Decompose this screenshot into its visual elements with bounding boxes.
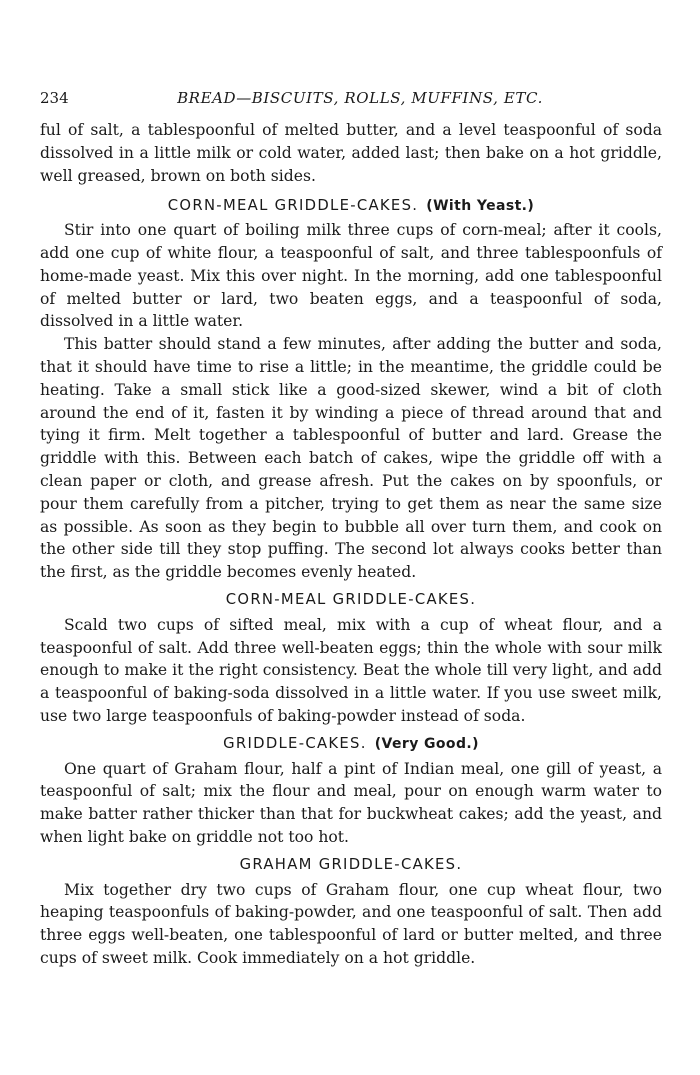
continued-paragraph: ful of salt, a tablespoonful of melted butter, and a level teaspoonful of soda dissolved in a little milk or cold water, added last; then bake on a hot griddle, well greased, brown on both sides. (40, 121, 662, 185)
recipe-paragraph: One quart of Graham flour, half a pint of Indian meal, one gill of yeast, a teaspoonful of salt; mix the flour and meal, pour on enough warm water to make batter rather thicker than that for buckwheat cakes; add the yeast, and when light bake on griddle not too hot. (40, 759, 662, 846)
recipe-heading (40, 195, 662, 218)
recipe-heading (40, 589, 662, 612)
page-body (40, 119, 662, 970)
page-number: 234 (40, 89, 69, 107)
recipe-subtitle: (With Yeast.) (426, 198, 535, 215)
recipe-paragraph: This batter should stand a few minutes, after adding the butter and soda, that it should have time to rise a little; in the meantime, the griddle could be heating. Take a small stick like a good-sized skewer, wind a bit of cloth around the end of it, fasten it by winding a piece of thread around that and tying it firm. Melt together a tablespoonful of butter and lard. Grease the griddle with this. Between each batch of cakes, wipe the griddle off with a clean paper or cloth, and grease afresh. Put the cakes on by spoonfuls, or pour them carefully from a pitcher, trying to get them as near the same size as possible. As soon as they begin to bubble all over turn them, and cook on the other side till they stop puffing. The second lot always cooks better than the first, as the griddle becomes evenly heated. (40, 335, 662, 582)
recipe-heading (40, 733, 662, 756)
recipe-title: GRAHAM GRIDDLE-CAKES. (239, 855, 463, 873)
recipe-title: CORN-MEAL GRIDDLE-CAKES. (167, 197, 419, 215)
recipe-paragraph: Scald two cups of sifted meal, mix with a cup of wheat flour, and a teaspoonful of salt. Add three well-beaten eggs; thin the whole with sour milk enough to make it the right consistency. Beat the whole till very light, and add a teaspoonful of baking-soda dissolved in a little water. If you use sweet milk, use two large teaspoonfuls of baking-powder instead of soda. (40, 615, 662, 725)
recipe-title: GRIDDLE-CAKES. (223, 734, 367, 752)
recipe-subtitle: (Very Good.) (374, 735, 479, 752)
running-title: BREAD—BISCUITS, ROLLS, MUFFINS, ETC. (177, 89, 543, 107)
recipe-title: CORN-MEAL GRIDDLE-CAKES. (225, 590, 477, 608)
recipe-paragraph: Stir into one quart of boiling milk three cups of corn-meal; after it cools, add one cup of white flour, a teaspoonful of salt, and three tablespoonfuls of home-made yeast. Mix this over night. In the morning, add one tablespoonful of melted butter or lard, two beaten eggs, and a teaspoonful of soda, dissolved in a little water. (40, 221, 662, 331)
recipe-heading (40, 854, 662, 877)
recipe-paragraph: Mix together dry two cups of Graham flour, one cup wheat flour, two heaping teaspoonfuls of baking-powder, and one teaspoonful of salt. Then add three eggs well-beaten, one tablespoonful of lard or butter melted, and three cups of sweet milk. Cook immediately on a hot griddle. (40, 880, 662, 967)
